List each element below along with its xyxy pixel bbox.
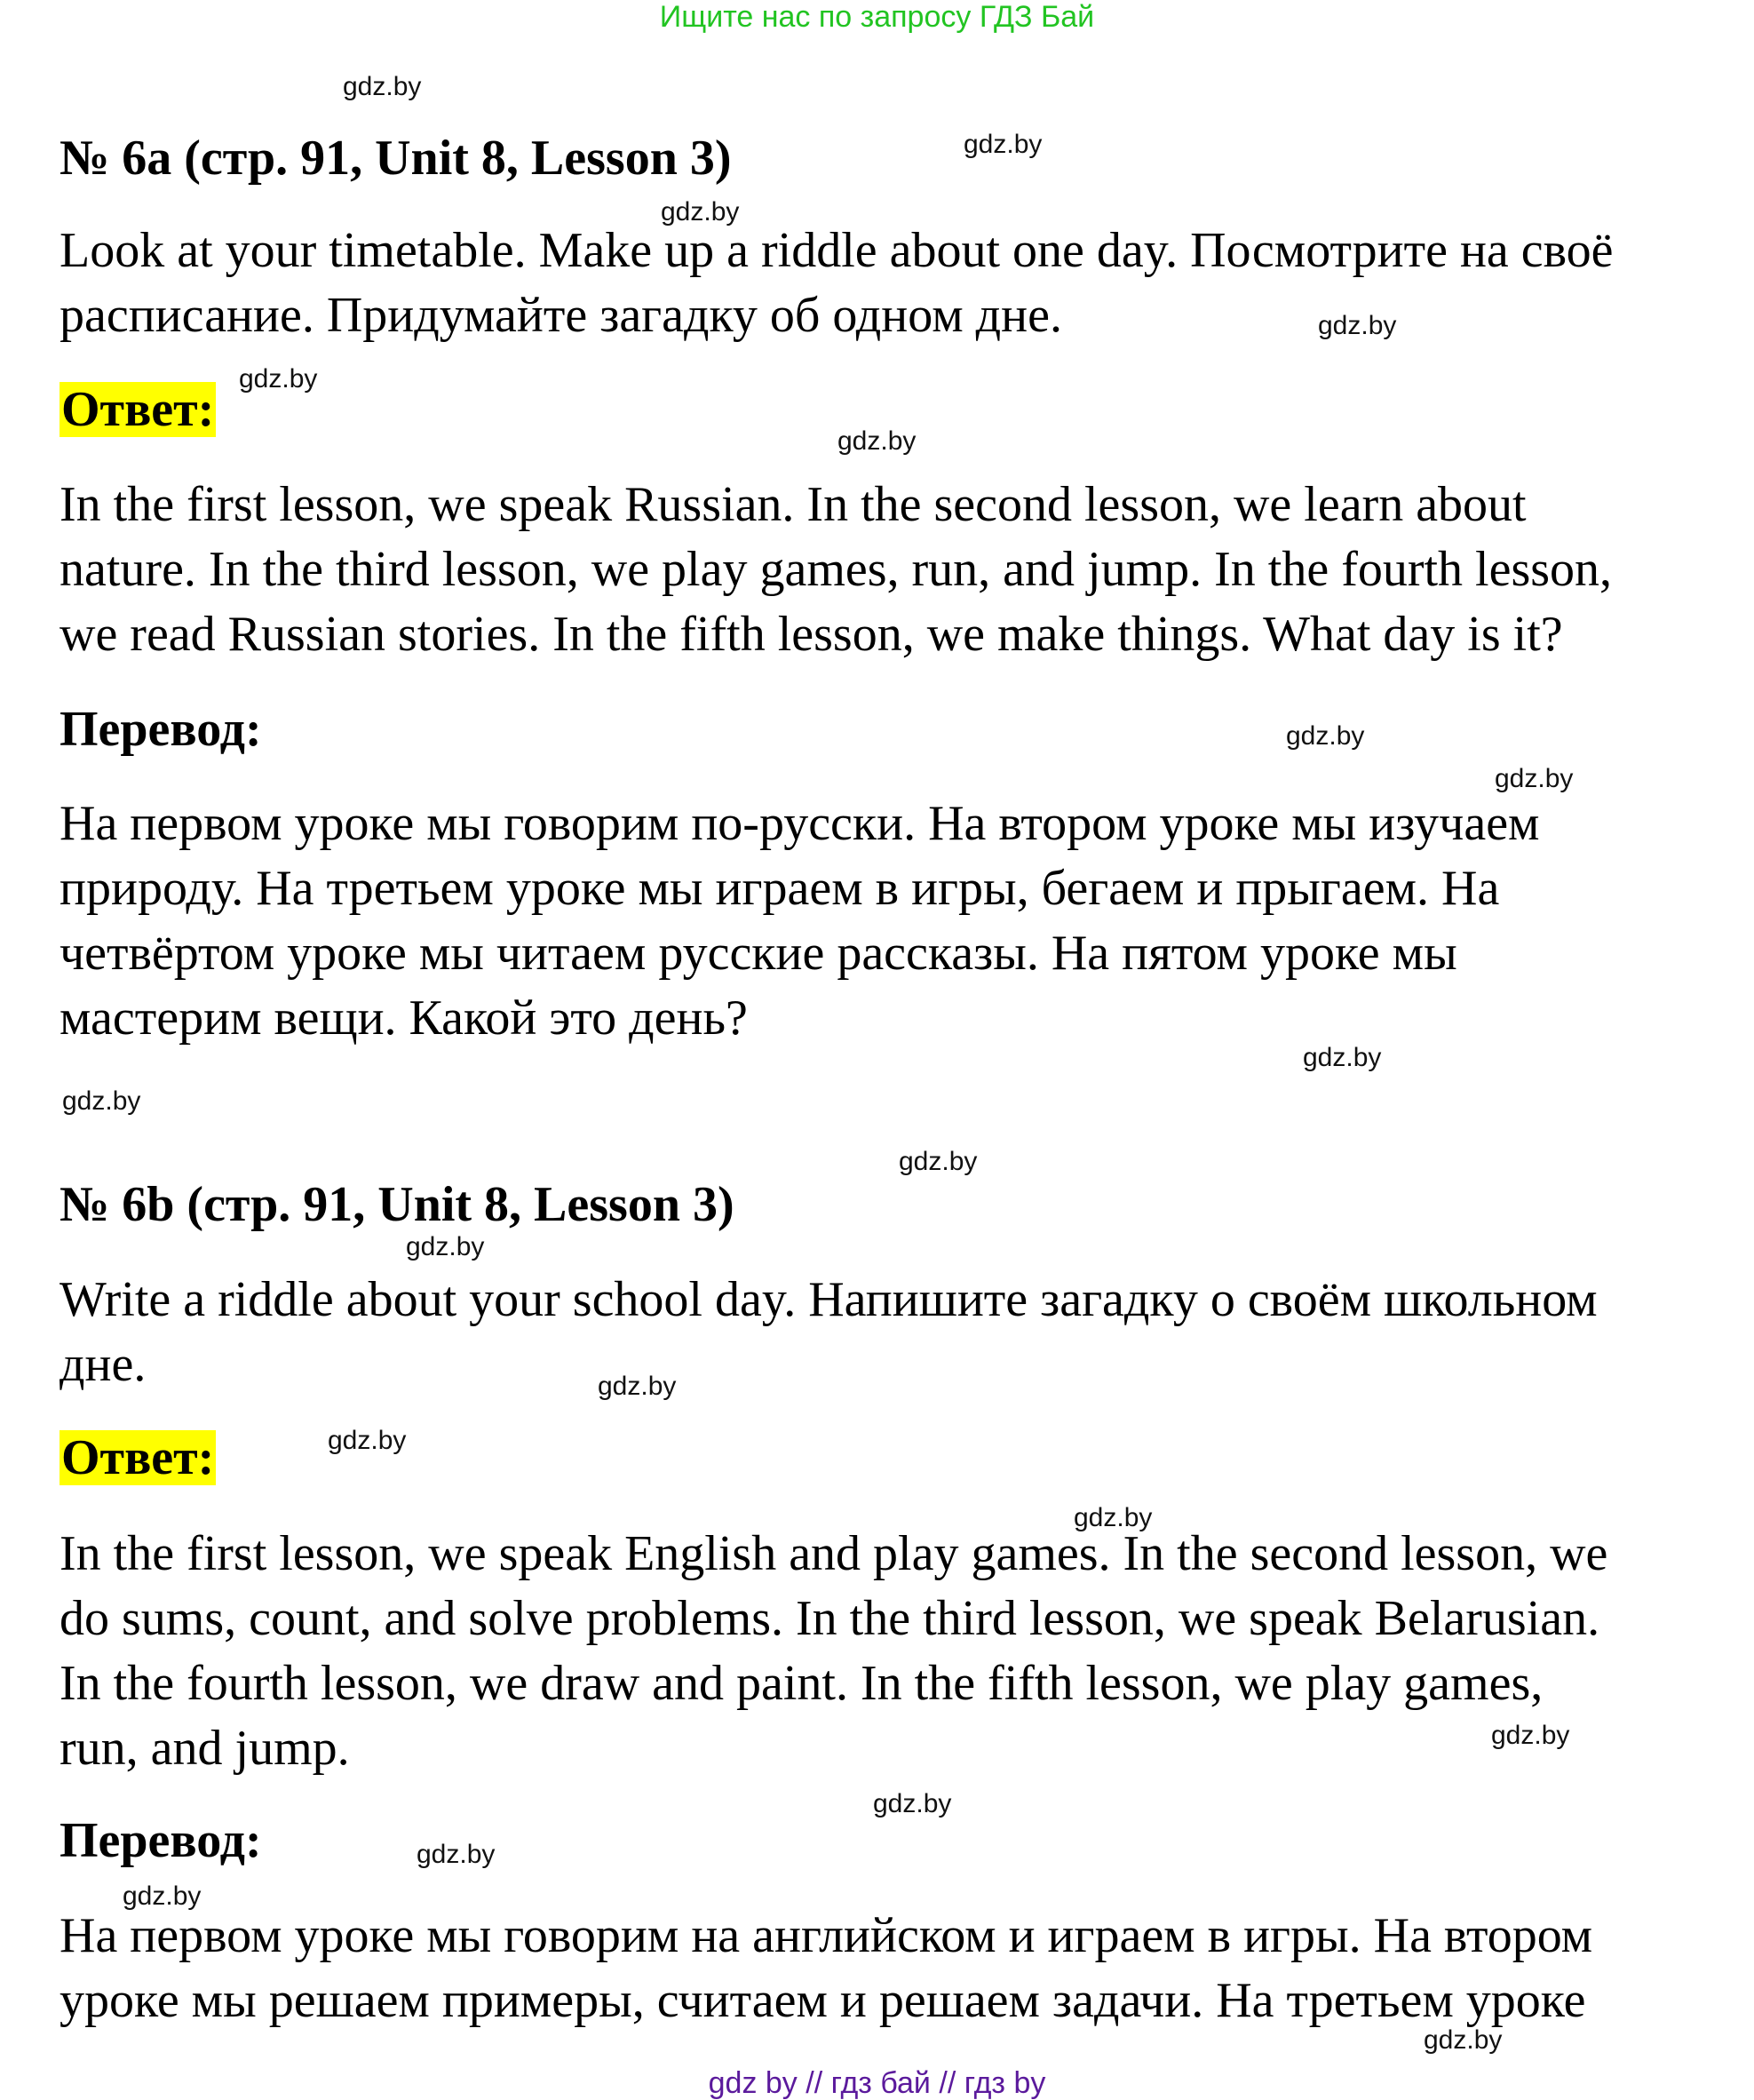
watermark: gdz.by [899,1147,978,1176]
task-6b-answer [60,1522,1729,1781]
answer-line: In the first lesson, we speak English and play games. In the second lesson, we [60,1526,1608,1581]
task-6b-prompt [60,1268,1729,1397]
watermark: gdz.by [837,426,917,456]
watermark: gdz.by [598,1372,677,1401]
watermark: gdz.by [328,1426,407,1455]
answer-line: In the fourth lesson, we draw and paint. In the fifth lesson, we play games, [60,1656,1544,1711]
watermark: gdz.by [406,1232,485,1261]
watermark: gdz.by [873,1789,952,1818]
watermark: gdz.by [343,72,422,101]
answer-line: do sums, count, and solve problems. In the third lesson, we speak Belarusian. [60,1591,1600,1646]
prompt-line: Look at your timetable. Make up a riddle about one day. Посмотрите на своё [60,223,1614,278]
watermark: gdz.by [1495,764,1574,793]
answer-label: Ответ: [61,1430,215,1485]
task-6a-heading: № 6a (стр. 91, Unit 8, Lesson 3) [60,131,732,186]
watermark: gdz.by [1491,1721,1570,1750]
translation-line: На первом уроке мы говорим на английском и играем в игры. На втором [60,1908,1593,1963]
watermark: gdz.by [1074,1503,1153,1532]
answer-line: nature. In the third lesson, we play games, run, and jump. In the fourth lesson, [60,542,1613,597]
footer-links[interactable]: gdz by // гдз бай // гдз by [708,2066,1046,2100]
watermark: gdz.by [1318,311,1397,340]
watermark: gdz.by [964,130,1043,159]
task-6b-heading: № 6b (стр. 91, Unit 8, Lesson 3) [60,1177,734,1232]
translation-line: На первом уроке мы говорим по-русски. На втором уроке мы изучаем [60,796,1540,851]
translation-line: четвёртом уроке мы читаем русские рассказы. На пятом уроке мы [60,926,1457,981]
answer-line: run, and jump. [60,1721,350,1776]
answer-label: Ответ: [61,382,215,437]
task-6a-answer [60,473,1729,667]
prompt-line: расписание. Придумайте загадку об одном дне. [60,288,1062,343]
watermark: gdz.by [1286,721,1365,751]
task-6b-translation-label: Перевод: [60,1813,262,1868]
watermark: gdz.by [417,1840,496,1869]
task-6a-translation [60,791,1729,1051]
answer-line: In the first lesson, we speak Russian. In the second lesson, we learn about [60,477,1527,532]
task-6b-translation [60,1904,1729,2033]
watermark: gdz.by [123,1881,202,1911]
watermark: gdz.by [1303,1043,1382,1072]
prompt-line: дне. [60,1337,147,1392]
watermark: gdz.by [239,364,318,394]
translation-line: уроке мы решаем примеры, считаем и решаем задачи. На третьем уроке [60,1973,1586,2028]
task-6a-prompt [60,219,1729,348]
translation-line: мастерим вещи. Какой это день? [60,990,748,1046]
answer-line: we read Russian stories. In the fifth lesson, we make things. What day is it? [60,607,1563,662]
task-6b-answer-label-row [60,1426,1729,1491]
translation-line: природу. На третьем уроке мы играем в игры, бегаем и прыгаем. На [60,861,1500,916]
watermark: gdz.by [661,197,740,227]
watermark: gdz.by [1424,2025,1503,2055]
prompt-line: Write a riddle about your school day. Напишите загадку о своём школьном [60,1272,1598,1327]
watermark: gdz.by [62,1086,141,1116]
search-banner: Ищите нас по запросу ГДЗ Бай [659,0,1095,34]
task-6a-translation-label: Перевод: [60,702,262,757]
